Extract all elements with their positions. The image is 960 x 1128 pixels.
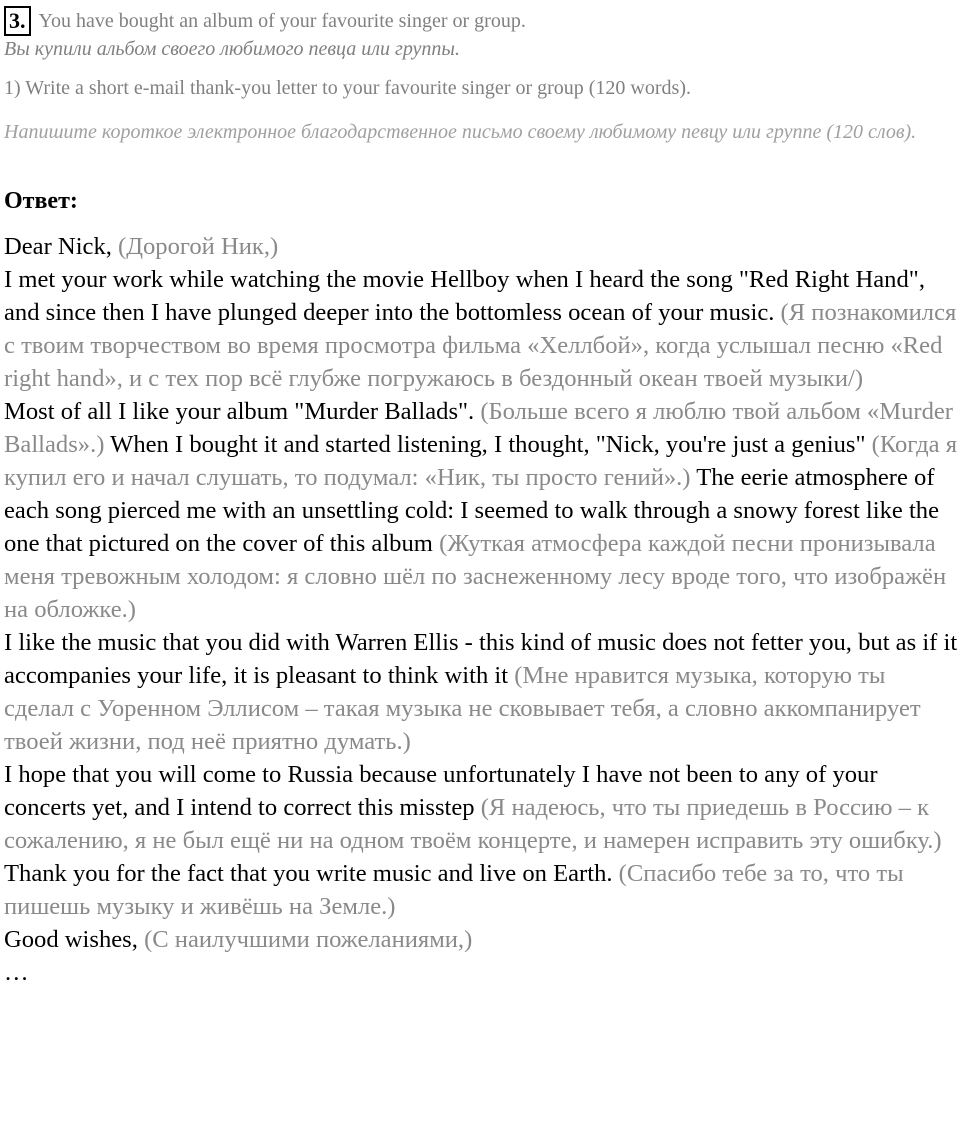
letter-ellipsis (4, 956, 960, 989)
letter-paragraph (4, 626, 960, 758)
english-text: When I bought it and started listening, I thought, "Nick, you're just a genius" (110, 431, 866, 458)
subtask-instruction-translation: Напишите короткое электронное благодарственное письмо своему любимому певцу или группе (120 слов). (4, 121, 917, 143)
russian-translation: (Жуткая атмосфера каждой песни пронизывала меня тревожным холодом: я словно шёл по заснеженному лесу вроде того, что изображён на обложке.) (4, 530, 947, 623)
letter-paragraph (4, 395, 960, 626)
letter-paragraph (4, 857, 960, 923)
russian-translation: (Когда я купил его и начал слушать, то подумал: «Ник, ты просто гений».) (4, 431, 958, 491)
russian-translation: (Мне нравится музыка, которую ты сделал с Уоренном Эллисом – такая музыка не сковывает тебя, а словно аккомпанирует твоей жизни, под неё приятно думать.) (4, 662, 921, 755)
subtask-instruction: 1) Write a short e-mail thank-you letter to your favourite singer or group (120 words). (4, 77, 691, 99)
russian-translation: (Спасибо тебе за то, что ты пишешь музыку и живёшь на Земле.) (4, 860, 904, 920)
task-header (4, 4, 526, 38)
english-text: The eerie atmosphere of each song pierced me with an unsettling cold: I seemed to walk through a snowy forest like the one that pictured on the cover of this album (4, 464, 939, 557)
russian-translation: (Я надеюсь, что ты приедешь в Россию – к сожалению, я не был ещё ни на одном твоём концерте, и намерен исправить эту ошибку.) (4, 794, 942, 854)
russian-translation: (Больше всего я люблю твой альбом «Murder Ballads».) (4, 398, 953, 458)
letter-paragraph (4, 758, 960, 857)
letter-greeting (4, 230, 960, 263)
english-text: Dear Nick, (4, 233, 112, 260)
russian-translation: (С наилучшими пожеланиями,) (144, 926, 473, 953)
ellipsis-text: … (4, 959, 29, 986)
russian-translation: (Я познакомился с твоим творчеством во время просмотра фильма «Хеллбой», когда услышал песню «Red right hand», и с тех пор всё глубже погружаюсь в бездонный океан твоей музыки/) (4, 299, 957, 392)
letter-paragraph (4, 263, 960, 395)
english-text: I hope that you will come to Russia because unfortunately I have not been to any of your concerts yet, and I intend to correct this misstep (4, 761, 878, 821)
russian-translation: (Дорогой Ник,) (118, 233, 279, 260)
task-title-translation: Вы купили альбом своего любимого певца или группы. (4, 38, 460, 60)
english-text: I met your work while watching the movie Hellboy when I heard the song "Red Right Hand", and since then I have plunged deeper into the bottomless ocean of your music. (4, 266, 925, 326)
english-text: Most of all I like your album "Murder Ballads". (4, 398, 475, 425)
answer-heading: Ответ: (4, 188, 78, 214)
task-number-badge: 3. (4, 6, 31, 36)
english-text: Thank you for the fact that you write music and live on Earth. (4, 860, 613, 887)
letter-closing (4, 923, 960, 956)
letter-body (4, 230, 960, 989)
task-title: You have bought an album of your favourite singer or group. (38, 9, 526, 32)
english-text: I like the music that you did with Warren Ellis - this kind of music does not fetter you, but as if it accompanies your life, it is pleasant to think with it (4, 629, 958, 689)
english-text: Good wishes, (4, 926, 138, 953)
